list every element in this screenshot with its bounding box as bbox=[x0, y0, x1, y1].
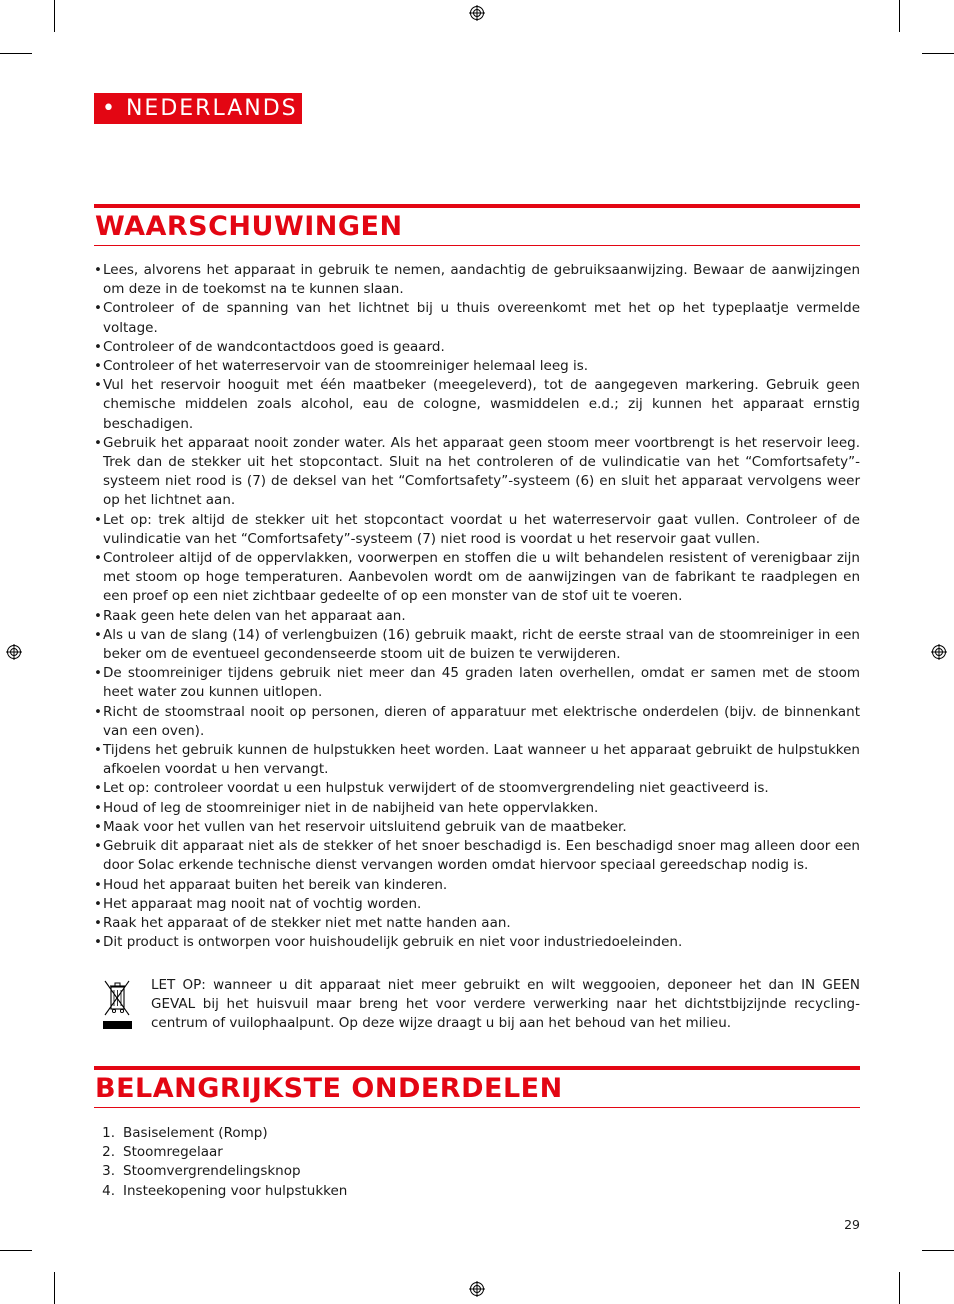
crop-mark-top-left-h bbox=[0, 53, 32, 54]
crop-mark-bottom-right-h bbox=[922, 1250, 954, 1251]
list-item: • Controleer of het waterreservoir van de stoomreiniger helemaal leeg is. bbox=[94, 357, 860, 376]
crossed-out-bin-icon bbox=[102, 978, 132, 1030]
part-number: 1. bbox=[102, 1125, 115, 1141]
part-number: 2. bbox=[102, 1144, 115, 1161]
list-item: • Houd het apparaat buiten het bereik van kinderen. bbox=[94, 876, 860, 895]
list-item: • Als u van de slang (14) of verlengbuizen (16) gebruik maakt, richt de eerste straal van de stoomreiniger in een beker om de eventueel gecondenseerde stoom uit de buizen te verwijderen. bbox=[94, 626, 860, 664]
list-item: • Dit product is ontworpen voor huishoudelijk gebruik en niet voor industriedoeleinden. bbox=[94, 933, 860, 952]
crop-mark-bottom-left-v bbox=[54, 1272, 55, 1304]
crop-mark-top-right-v bbox=[899, 0, 900, 32]
section-title-warnings: WAARSCHUWINGEN bbox=[95, 211, 403, 242]
list-item: • Maak voor het vullen van het reservoir uitsluitend gebruik van de maatbeker. bbox=[94, 818, 860, 837]
crop-mark-bottom-left-h bbox=[0, 1250, 32, 1251]
crop-mark-bottom-right-v bbox=[899, 1272, 900, 1304]
part-label: Stoomvergrendelingsknop bbox=[123, 1163, 301, 1180]
list-item: • Let op: controleer voordat u een hulpstuk verwijdert of de stoomvergrendeling niet geactiveerd is. bbox=[94, 779, 860, 798]
crop-mark-top-left-v bbox=[54, 0, 55, 32]
list-item: • Richt de stoomstraal nooit op personen, dieren of apparatuur met elektrische onderdelen (bijv. de binnenkant van een oven). bbox=[94, 703, 860, 741]
parts-list bbox=[94, 1124, 860, 1201]
list-item bbox=[94, 1182, 860, 1201]
language-tab: • NEDERLANDS bbox=[94, 93, 302, 124]
list-item: • Raak geen hete delen van het apparaat aan. bbox=[94, 607, 860, 626]
parts-heading bbox=[94, 1066, 860, 1108]
part-label: Basiselement (Romp) bbox=[123, 1125, 268, 1141]
list-item: • Controleer of de spanning van het lichtnet bij u thuis overeenkomt met het op het typeplaatje vermelde voltage. bbox=[94, 299, 860, 337]
list-item bbox=[94, 1143, 860, 1162]
list-item: • Gebruik dit apparaat niet als de stekker of het snoer beschadigd is. Een beschadigd snoer mag alleen door een door Solac erkende technische dienst vervangen worden omdat hiervoor speciaal gereedschap nodig is. bbox=[94, 837, 860, 875]
part-number: 3. bbox=[102, 1163, 115, 1180]
section-title-parts: BELANGRIJKSTE ONDERDELEN bbox=[95, 1073, 563, 1104]
part-label: Insteekopening voor hulpstukken bbox=[123, 1182, 348, 1199]
heading-rule-bottom bbox=[94, 245, 860, 246]
registration-mark-icon bbox=[469, 5, 485, 21]
list-item: • Houd of leg de stoomreiniger niet in de nabijheid van hete oppervlakken. bbox=[94, 799, 860, 818]
list-item: • Raak het apparaat of de stekker niet met natte handen aan. bbox=[94, 914, 860, 933]
registration-mark-icon bbox=[6, 644, 22, 660]
list-item: • Vul het reservoir hooguit met één maatbeker (meegeleverd), tot de aangegeven markering. Gebruik geen chemische middelen zoals alcohol, eau de cologne, wasmiddelen e.d.; zij kunnen het apparaat ernstig beschadigen. bbox=[94, 376, 860, 434]
list-item: • Lees, alvorens het apparaat in gebruik te nemen, aandachtig de gebruiksaanwijzing. Bewaar de aanwijzingen om deze in de toekomst na te kunnen slaan. bbox=[94, 261, 860, 299]
list-item: • Controleer of de wandcontactdoos goed is geaard. bbox=[94, 338, 860, 357]
recycling-note-text: LET OP: wanneer u dit apparaat niet meer gebruikt en wilt weggooien, deponeer het dan IN GEEN GEVAL bij het huisvuil maar breng het voor verdere verwerking naar het dichtstbijzijnde recycling-centrum of vuilophaalpunt. Op deze wijze draagt u bij aan het behoud van het milieu. bbox=[151, 977, 860, 1032]
list-item: • Let op: trek altijd de stekker uit het stopcontact voordat u het waterreservoir gaat vullen. Controleer of de vulindicatie van het “Comfortsafety”-systeem (7) niet rood is voordat u het reservoir gaat vullen. bbox=[94, 511, 860, 549]
list-item: • De stoomreiniger tijdens gebruik niet meer dan 45 graden laten overhellen, omdat er samen met de stoom heet water zou kunnen uitlopen. bbox=[94, 664, 860, 702]
crop-mark-top-right-h bbox=[922, 53, 954, 54]
list-item: • Tijdens het gebruik kunnen de hulpstukken heet worden. Laat wanneer u het apparaat gebruikt de hulpstukken afkoelen voordat u hen vervangt. bbox=[94, 741, 860, 779]
list-item bbox=[94, 1162, 860, 1181]
part-number: 4. bbox=[102, 1182, 115, 1199]
recycling-note bbox=[94, 976, 860, 1036]
page-number: 29 bbox=[844, 1217, 860, 1232]
heading-rule-bottom bbox=[94, 1107, 860, 1108]
list-item: • Het apparaat mag nooit nat of vochtig worden. bbox=[94, 895, 860, 914]
list-item: • Controleer altijd of de oppervlakken, voorwerpen en stoffen die u wilt behandelen resistent of verenigbaar zijn met stoom op hoge temperaturen. Aanbevolen wordt om de aanwijzingen van de fabrikant te raadplegen en een proef op een niet zichtbaar gedeelte of op een monster van de stof uit te voeren. bbox=[94, 549, 860, 607]
registration-mark-icon bbox=[469, 1281, 485, 1297]
list-item bbox=[94, 1124, 860, 1143]
registration-mark-icon bbox=[931, 644, 947, 660]
part-label: Stoomregelaar bbox=[123, 1144, 223, 1161]
warnings-list bbox=[94, 261, 860, 952]
warnings-heading bbox=[94, 204, 860, 246]
list-item: • Gebruik het apparaat nooit zonder water. Als het apparaat geen stoom meer voortbrengt is het reservoir leeg. Trek dan de stekker uit het stopcontact. Sluit na het controleren of de vulindicatie van het “Comfortsafety”-systeem niet rood is (7) de deksel van het “Comfortsafety”-systeem (6) en sluit het apparaat vervolgens weer op het lichtnet aan. bbox=[94, 434, 860, 511]
